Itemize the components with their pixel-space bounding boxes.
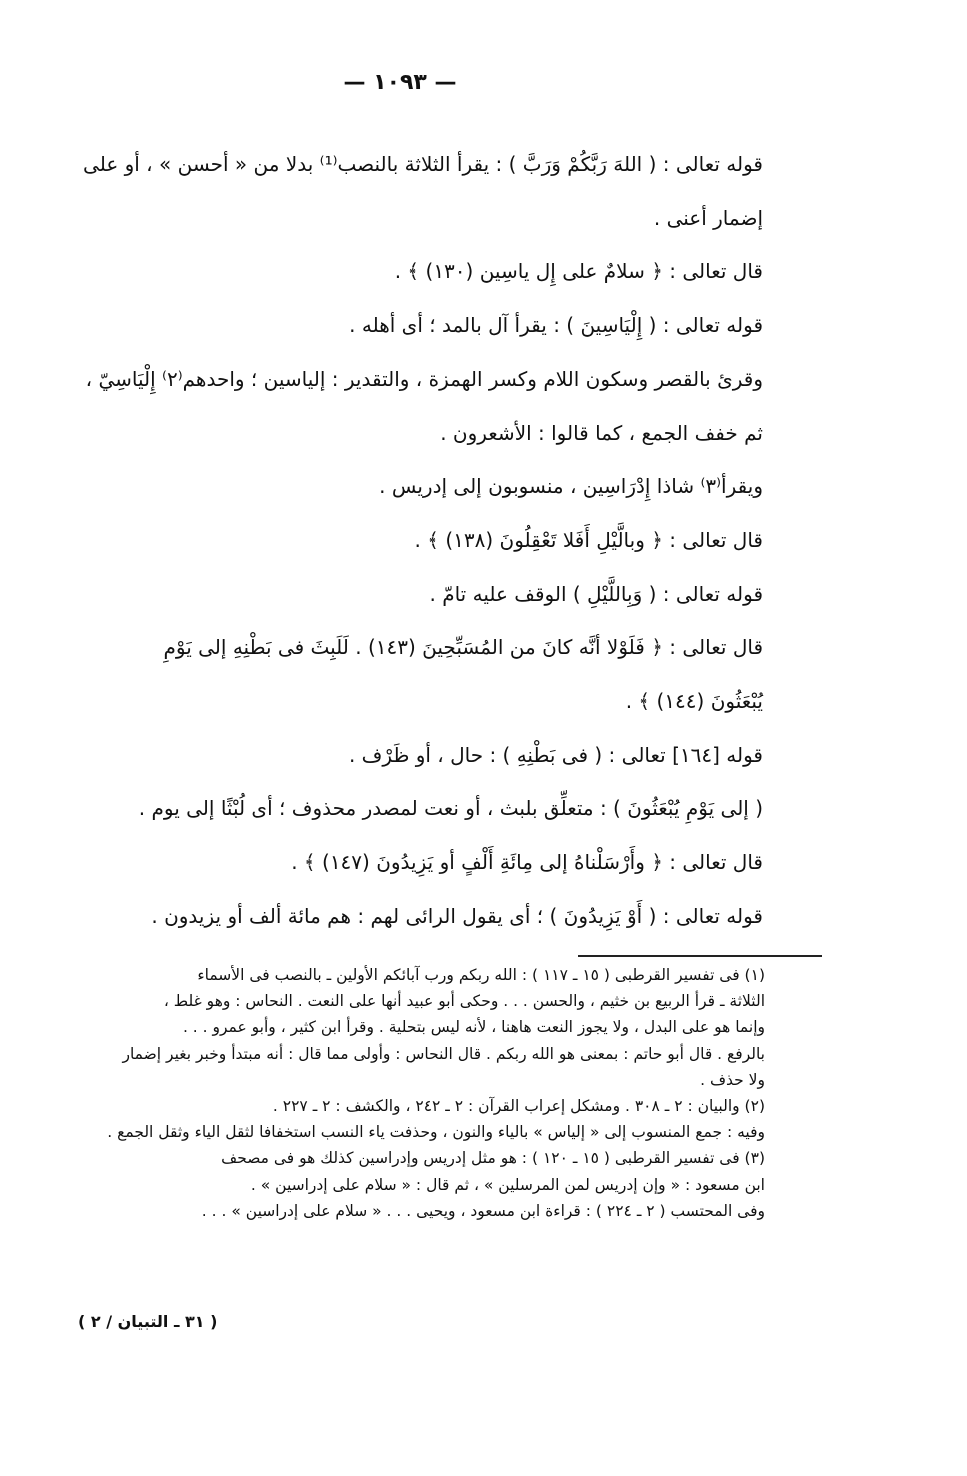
footnote-line: (٣) فى تفسير القرطبى ( ١٥ ـ ١٢٠ ) : هو مثل إدريس وإدراسين كذلك هو فى مصحف [221, 1149, 765, 1168]
footnote-line: ابن مسعود : « وإن إدريس لمن المرسلين » ، ثم قال : « سلام على إدراسين » . [250, 1175, 765, 1194]
text-line: قوله تعالى : ( وَبِاللَّيْلِ ) الوقف عليه تامّ . [429, 581, 763, 606]
main-text [28, 138, 763, 944]
footnote-line: (٢) والبيان : ٢ ـ ٣٠٨ . ومشكل إعراب القرآن : ٢ ـ ٢٤٢ ، والكشف : ٢ ـ ٢٢٧ . [272, 1097, 765, 1116]
footnote-line: وإنما هو على البدل ، ولا يجوز النعت هاهنا ، لأنه ليس بتحلية . وقرأ ابن كثير ، وأبو عمرو . . . [182, 1018, 765, 1037]
text-line: قال تعالى : ﴿ وأَرْسَلْناهُ إلى مِائَةِ أَلْفٍ أو يَزِيدُونَ (١٤٧) ﴾ . [291, 850, 763, 875]
text-line: يُبْعَثُونَ (١٤٤) ﴾ . [625, 689, 763, 714]
text-line: قوله تعالى : ( أَوْ يَزِيدُونَ ) ؛ أى يقول الرائى لهم : هم مائة ألف أو يزيدون . [151, 903, 763, 928]
text-line: وقرئ بالقصر وسكون اللام وكسر الهمزة ، والتقدير : إلياسين ؛ واحدهم⁽٢⁾ إِلْيَاسِيّ ، [85, 366, 763, 391]
footnote-line: وفيه : جمع المنسوب إلى « إلياس » بالياء والنون ، وحذفت ياء النسب استخفافا لثقل الياء وثقل الجمع . [107, 1123, 765, 1142]
text-line: قوله تعالى : ( اللهَ رَبَّكُمْ وَرَبَّ ) : يقرأ الثلاثة بالنصب⁽¹⁾ بدلا من « أحسن » ، أو على [83, 152, 763, 176]
footnote-divider [578, 955, 822, 957]
signature-mark: ( ٣١ ـ التبيان / ٢ ) [78, 1312, 218, 1331]
text-line: قال تعالى : ﴿ سلامٌ على إِل ياسِين (١٣٠) ﴾ . [394, 259, 763, 284]
footnote-line: بالرفع . قال أبو حاتم : بمعنى هو الله ربكم . قال النحاس : وأولى مما قال : أنه مبتدأ وخبر بغير إضمار [122, 1044, 765, 1063]
footnotes [30, 962, 765, 1224]
footnote-line: وفى المحتسب ( ٢ ـ ٢٢٤ ) : قراءة ابن مسعود ، ويحيى . . . « سلام على إدراسين » . . . [201, 1201, 765, 1220]
text-line: قال تعالى : ﴿ وبالَّيْلِ أَفَلا تَعْقِلُونَ (١٣٨) ﴾ . [414, 527, 763, 552]
text-line: ( إلى يَوْمِ يُبْعَثُونَ ) : متعلِّق بلبث ، أو نعت لمصدر محذوف ؛ أى لُبْثًا إلى يوم . [138, 796, 763, 821]
footnote-line: (١) فى تفسير القرطبى ( ١٥ ـ ١١٧ ) : الله ربكم ورب آبائكم الأولين ـ بالنصب فى الأسماء [197, 966, 765, 984]
text-line: قوله تعالى : ( إِلْيَاسِينَ ) : يقرأ آل بالمد ؛ أى أهله . [349, 313, 763, 338]
text-line: إضمار أعنى . [653, 205, 763, 230]
footnote-line: الثلاثة ـ قرأ الربيع بن خثيم ، والحسن . . . وحكى أبو عبيد أنها على النعت . النحاس : وهو غلط ، [163, 992, 765, 1011]
footnote-line: ولا حذف . [700, 1070, 765, 1089]
text-line: ثم خفف الجمع ، كما قالوا : الأشعرون . [440, 420, 763, 445]
text-line: قال تعالى : ﴿ فَلَوْلا أنَّه كانَ من المُسَبِّحِينَ (١٤٣) . لَلَبِثَ فى بَطْنِهِ إلى يَوْمِ [163, 635, 763, 660]
text-line: قوله [١٦٤] تعالى : ( فى بَطْنِهِ ) : حال ، أو ظَرْف . [348, 742, 763, 767]
text-line: ويقرأ⁽٣⁾ شاذا إِدْرَاسِين ، منسوبون إلى إدريس . [379, 474, 763, 499]
page-number: — ١٠٩٣ — [343, 70, 457, 95]
